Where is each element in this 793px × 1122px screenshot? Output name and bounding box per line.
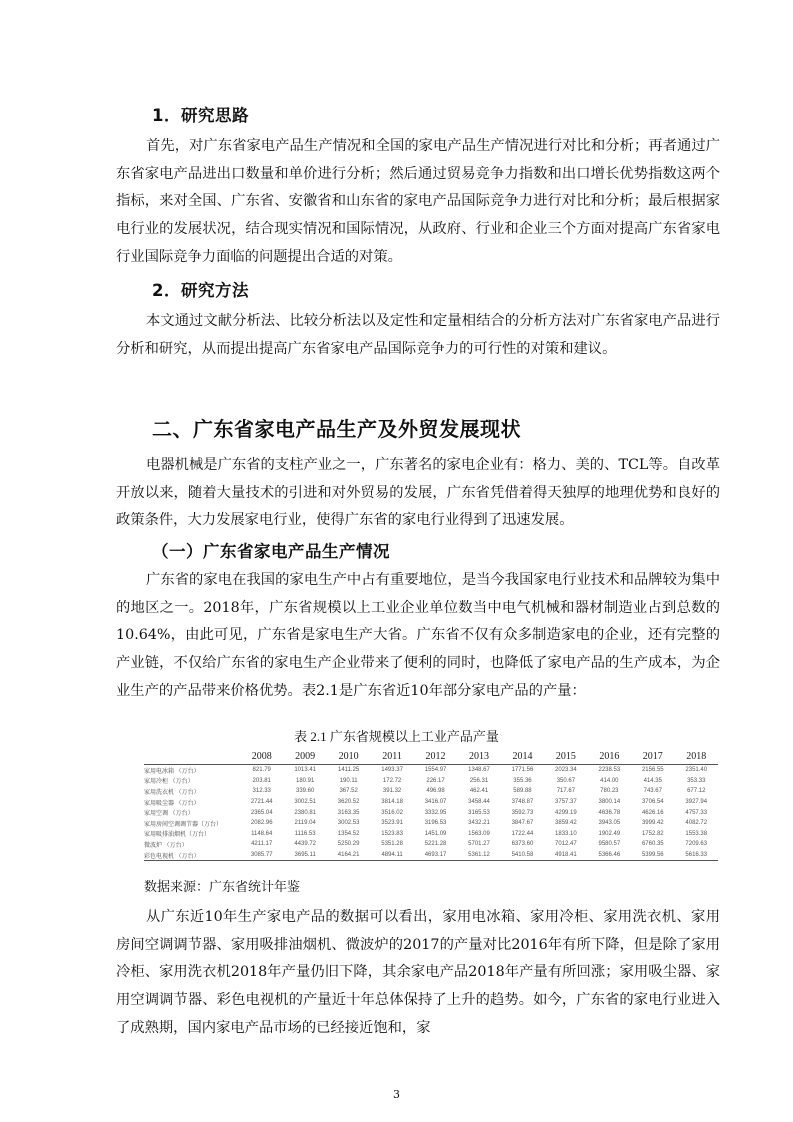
table-cell: 1563.09 [468, 830, 490, 837]
table-cell: 2721.44 [250, 799, 273, 806]
table-cell: 2380.81 [294, 809, 317, 816]
table-row [144, 807, 718, 818]
table-cell: 743.67 [643, 788, 662, 795]
table-cell: 4894.11 [370, 850, 413, 861]
section-heading-research-idea: 1．研究思路 [152, 106, 249, 125]
row-label: 家用洗衣机 （万台） [144, 789, 200, 796]
table-cell: 4626.16 [641, 809, 664, 816]
table-header-row [144, 750, 718, 765]
year-header: 2015 [544, 750, 587, 765]
table-cell: 4693.17 [414, 850, 457, 861]
table-cell: 4211.17 [251, 841, 273, 848]
row-label: 家用房间空调调节器（万台） [144, 821, 223, 828]
table-cell: 3800.14 [598, 799, 621, 806]
row-label: 家用冷柜 （万台） [144, 779, 194, 786]
year-header: 2014 [501, 750, 544, 765]
table-cell: 3814.18 [381, 799, 403, 806]
table-row [144, 786, 718, 797]
table-cell: 3999.42 [641, 820, 664, 827]
table-cell: 3695.11 [283, 850, 326, 861]
table-cell: 226.17 [426, 777, 445, 784]
table-cell: 1833.10 [555, 830, 577, 837]
table-cell: 3085.77 [240, 850, 283, 861]
table-row [144, 765, 718, 776]
year-header: 2008 [240, 750, 283, 765]
table-cell: 5351.28 [381, 841, 403, 848]
table-cell: 3332.95 [424, 809, 447, 816]
row-label: 家用吸尘器 （万台） [144, 800, 200, 807]
table-cell: 3163.35 [337, 809, 360, 816]
table-cell: 391.32 [382, 788, 402, 795]
subsection-heading-production: （一）广东省家电产品生产情况 [152, 542, 390, 561]
table-cell: 780.23 [600, 788, 619, 795]
table-cell: 1411.25 [338, 767, 360, 774]
table-cell: 1451.09 [424, 830, 447, 837]
table-cell: 312.33 [252, 788, 271, 795]
section-heading-research-method: 2．研究方法 [152, 281, 249, 300]
table-cell: 414.00 [600, 777, 619, 784]
table-cell: 4918.41 [544, 850, 587, 861]
table-cell: 3196.53 [424, 820, 447, 827]
table-cell: 3748.87 [511, 799, 534, 806]
data-source-note: 数据来源：广东省统计年鉴 [144, 880, 301, 895]
paragraph-research-method: 本文通过文献分析法、比较分析法以及定性和定量相结合的分析方法对广东省家电产品进行分析和研究，从而提出提高广东省家电产品国际竞争力的可行性的对策和建议。 [116, 313, 720, 357]
year-header: 2016 [588, 750, 631, 765]
table-cell: 1348.67 [468, 767, 490, 774]
table-cell: 3943.05 [598, 820, 621, 827]
table-cell: 2082.96 [250, 820, 273, 827]
chapter-heading: 二、广东省家电产品生产及外贸发展现状 [152, 417, 521, 441]
table-cell: 2351.40 [685, 767, 708, 774]
table-row [144, 776, 718, 787]
year-header: 2018 [675, 750, 718, 765]
table-cell: 3458.44 [468, 799, 490, 806]
table-cell: 256.31 [469, 777, 489, 784]
table-row [144, 818, 718, 829]
table-cell: 5399.56 [631, 850, 674, 861]
table-cell: 180.91 [296, 777, 315, 784]
year-header: 2017 [631, 750, 674, 765]
table-cell: 339.60 [296, 788, 315, 795]
paragraph-analysis: 从广东近10年生产家电产品的数据可以看出，家用电冰箱、家用冷柜、家用洗衣机、家用房间空调调节器、家用吸排油烟机、微波炉的2017的产量对比2016年有所下降，但是除了家用冷柜、家用洗衣机2018年产量仍旧下降，其余家电产品2018年产量有所回涨；家用吸尘器、家用空调调节器、彩色电视机的产量近十年总体保持了上升的趋势。如今，广东省的家电行业进入了成熟期，国内家电产品市场的已经接近饱和，家 [116, 909, 720, 1036]
table-cell: 190.11 [339, 777, 358, 784]
table-cell: 4757.33 [685, 809, 708, 816]
table-caption: 表 2.1 广东省规模以上工业产品产量 [294, 729, 499, 744]
table-cell: 7012.47 [555, 841, 577, 848]
table-row [144, 797, 718, 808]
table-row [144, 839, 718, 850]
table-cell: 1554.97 [424, 767, 447, 774]
table-cell: 3002.51 [294, 799, 317, 806]
table-cell: 3432.21 [468, 820, 490, 827]
table-cell: 5361.12 [457, 850, 500, 861]
table-row [144, 850, 718, 861]
table-cell: 677.12 [687, 788, 706, 795]
table-cell: 1354.52 [337, 830, 360, 837]
year-header: 2011 [370, 750, 413, 765]
row-label: 家用空调 （万台） [144, 811, 194, 818]
table-row [144, 829, 718, 840]
table-cell: 496.98 [426, 788, 445, 795]
production-table [144, 750, 718, 861]
table-cell: 821.79 [252, 767, 271, 774]
table-cell: 350.67 [556, 777, 576, 784]
table-cell: 9580.57 [598, 841, 621, 848]
table-cell: 7209.63 [685, 841, 708, 848]
table-cell: 1902.49 [598, 830, 621, 837]
table-cell: 3523.91 [381, 820, 403, 827]
table-cell: 1148.64 [251, 830, 273, 837]
table-cell: 717.67 [556, 788, 576, 795]
row-label: 彩色电视机 （万台） [144, 850, 240, 861]
table-cell: 2119.04 [294, 820, 316, 827]
table-cell: 414.35 [643, 777, 662, 784]
table-cell: 6760.35 [641, 841, 664, 848]
table-cell: 5250.29 [337, 841, 360, 848]
table-cell: 203.81 [252, 777, 271, 784]
paragraph-chapter-intro: 电器机械是广东省的支柱产业之一，广东著名的家电企业有：格力、美的、TCL等。自改革开放以来，随着大量技术的引进和对外贸易的发展，广东省凭借着得天独厚的地理优势和良好的政策条件，大力发展家电行业，使得广东省的家电行业得到了迅速发展。 [116, 457, 720, 529]
table-cell: 353.33 [687, 777, 706, 784]
table-cell: 1771.56 [511, 767, 534, 774]
table-cell: 5366.46 [588, 850, 631, 861]
paragraph-research-idea: 首先，对广东省家电产品生产情况和全国的家电产品生产情况进行对比和分析；再者通过广东省家电产品进出口数量和单价进行分析；然后通过贸易竞争力指数和出口增长优势指数这两个指标，来对全国、广东省、安徽省和山东省的家电产品国际竞争力进行对比和分析；最后根据家电行业的发展状况，结合现实情况和国际情况，从政府、行业和企业三个方面对提高广东省家电行业国际竞争力面临的问题提出合适的对策。 [116, 138, 720, 265]
table-cell: 2365.04 [250, 809, 273, 816]
table-cell: 1722.44 [511, 830, 534, 837]
table-cell: 3927.94 [685, 799, 708, 806]
year-header: 2010 [327, 750, 370, 765]
table-cell: 1493.37 [381, 767, 403, 774]
table-cell: 1116.53 [294, 830, 316, 837]
paragraph-production: 广东省的家电在我国的家电生产中占有重要地位，是当今我国家电行业技术和品牌较为集中的地区之一。2018年，广东省规模以上工业企业单位数当中电气机械和器材制造业占到总数的10.64%，由此可见，广东省是家电生产大省。广东省不仅有众多制造家电的企业，还有完整的产业链，不仅给广东省的家电生产企业带来了便利的同时，也降低了家电产品的生产成本，为企业生产的产品带来价格优势。表2.1是广东省近10年部分家电产品的产量： [116, 572, 720, 699]
year-header: 2013 [457, 750, 500, 765]
table-cell: 462.41 [469, 788, 489, 795]
table-cell: 5410.58 [501, 850, 544, 861]
table-cell: 4299.19 [555, 809, 577, 816]
table-cell: 5221.28 [424, 841, 447, 848]
table-cell: 3416.07 [424, 799, 447, 806]
table-cell: 5701.27 [468, 841, 490, 848]
table-cell: 3757.37 [555, 799, 577, 806]
table-cell: 3620.52 [337, 799, 360, 806]
table-cell: 3516.02 [381, 809, 403, 816]
table-cell: 3002.53 [337, 820, 360, 827]
page-number: 3 [393, 1088, 400, 1101]
table-cell: 3847.67 [511, 820, 534, 827]
row-label: 家用吸排油烟机（万台） [144, 832, 211, 839]
table-cell: 589.88 [513, 788, 532, 795]
table-cell: 4636.78 [598, 809, 621, 816]
year-header: 2012 [414, 750, 457, 765]
table-cell: 2238.53 [598, 767, 621, 774]
table-cell: 4439.72 [294, 841, 317, 848]
table-cell: 6373.60 [511, 841, 534, 848]
table-cell: 3706.54 [641, 799, 664, 806]
table-cell: 2156.55 [641, 767, 664, 774]
table-cell: 1013.41 [294, 767, 317, 774]
table-cell: 1523.83 [381, 830, 403, 837]
row-label: 微波炉 （万台） [144, 842, 188, 849]
table-cell: 367.52 [339, 788, 358, 795]
table-cell: 4164.21 [327, 850, 370, 861]
table-cell: 3165.53 [468, 809, 490, 816]
table-cell: 1553.38 [685, 830, 708, 837]
table-cell: 2023.34 [555, 767, 577, 774]
table-cell: 5616.33 [675, 850, 718, 861]
table-cell: 3592.73 [511, 809, 534, 816]
table-cell: 355.36 [513, 777, 532, 784]
table-cell: 1752.82 [641, 830, 664, 837]
table-header-empty [144, 750, 240, 765]
table-cell: 172.72 [382, 777, 402, 784]
row-label: 家用电冰箱 （万台） [144, 768, 200, 775]
year-header: 2009 [283, 750, 326, 765]
table-cell: 3859.42 [555, 820, 577, 827]
table-cell: 4082.72 [685, 820, 708, 827]
